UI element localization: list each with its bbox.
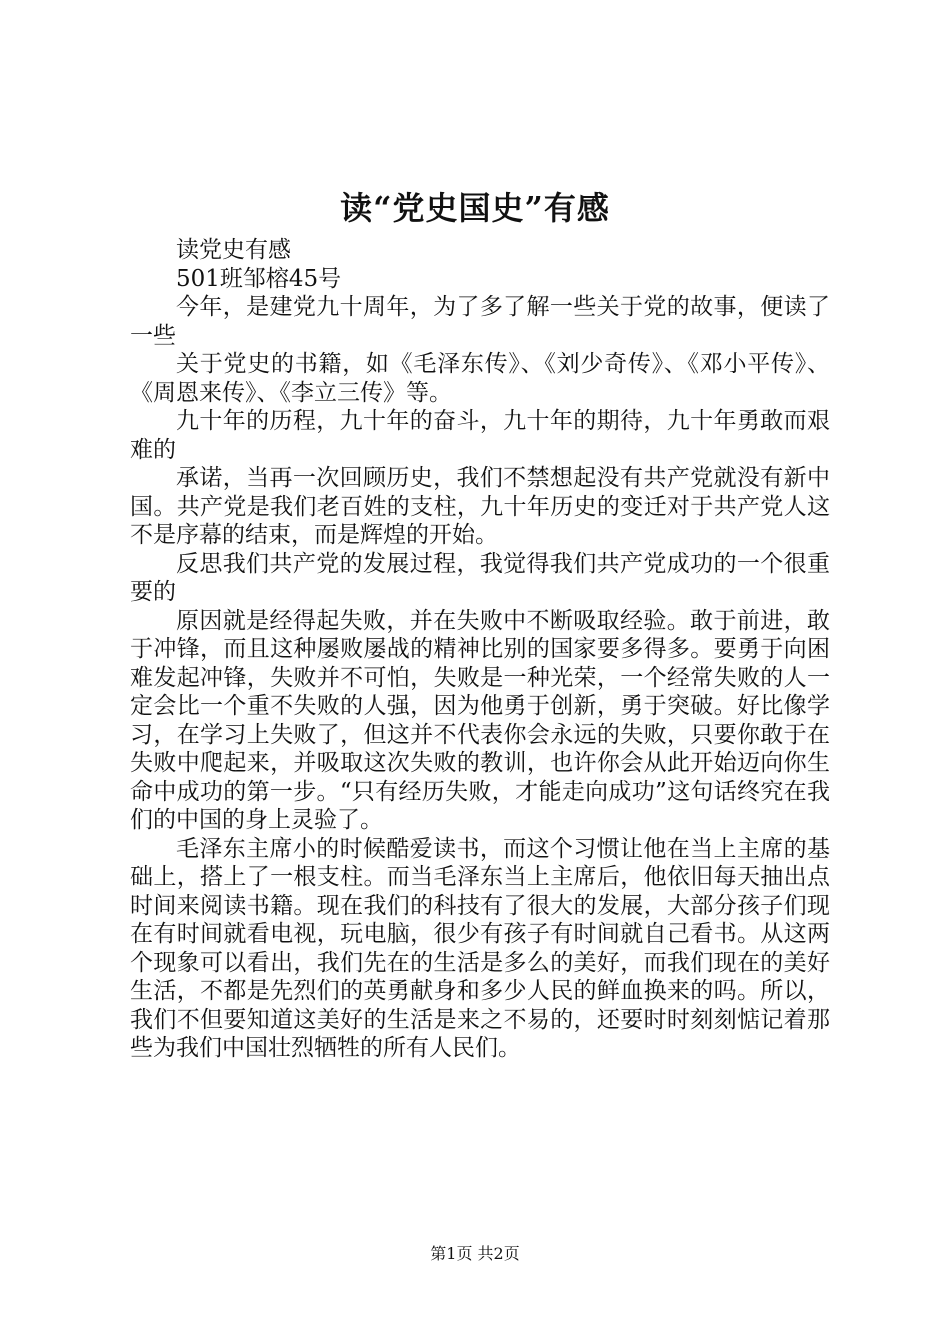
paragraph-reflection: 反思我们共产党的发展过程，我觉得我们共产党成功的一个很重要的 xyxy=(130,550,830,605)
paragraph-books: 关于党史的书籍，如《毛泽东传》、《刘少奇传》、《邓小平传》、《周恩来传》、《李立三传》等。 xyxy=(130,351,830,406)
paragraph-mao-reading: 毛泽东主席小的时候酷爱读书，而这个习惯让他在当上主席的基础上，搭上了一根支柱。而当毛泽东当上主席后，他依旧每天抽出点时间来阅读书籍。现在我们的科技有了很大的发展，大部分孩子们现在有时间就看电视，玩电脑，很少有孩子有时间就自己看书。从这两个现象可以看出，我们先在的生活是多么的美好，而我们现在的美好生活，不都是先烈们的英勇献身和多少人民的鲜血换来的吗。所以，我们不但要知道这美好的生活是来之不易的，还要时时刻刻惦记着那些为我们中国壮烈牺牲的所有人民们。 xyxy=(130,835,830,1061)
paragraph-failure: 原因就是经得起失败，并在失败中不断吸取经验。敢于前进，敢于冲锋，而且这种屡败屡战的精神比别的国家要多得多。要勇于向困难发起冲锋，失败并不可怕，失败是一种光荣，一个经常失败的人一定会比一个重不失败的人强，因为他勇于创新，勇于突破。好比像学习，在学习上失败了，但这并不代表你会永远的失败，只要你敢于在失败中爬起来，并吸取这次失败的教训，也许你会从此开始迈向你生命中成功的第一步。“只有经历失败，才能走向成功”这句话终究在我们的中国的身上灵验了。 xyxy=(130,607,830,833)
paragraph-intro: 今年，是建党九十周年，为了多了解一些关于党的故事，便读了一些 xyxy=(130,294,830,349)
document-body xyxy=(130,236,830,1063)
paragraph-promise: 承诺，当再一次回顾历史，我们不禁想起没有共产党就没有新中国。共产党是我们老百姓的支柱，九十年历史的变迁对于共产党人这不是序幕的结束，而是辉煌的开始。 xyxy=(130,465,830,548)
page-number-footer: 第1页 共2页 xyxy=(430,1244,520,1263)
paragraph-author: 501班邹榕45号 xyxy=(176,265,342,292)
document-title: 读“党史国史”有感 xyxy=(340,189,610,227)
paragraph-subtitle: 读党史有感 xyxy=(176,237,291,263)
paragraph-ninety-years: 九十年的历程，九十年的奋斗，九十年的期待，九十年勇敢而艰难的 xyxy=(130,408,830,463)
